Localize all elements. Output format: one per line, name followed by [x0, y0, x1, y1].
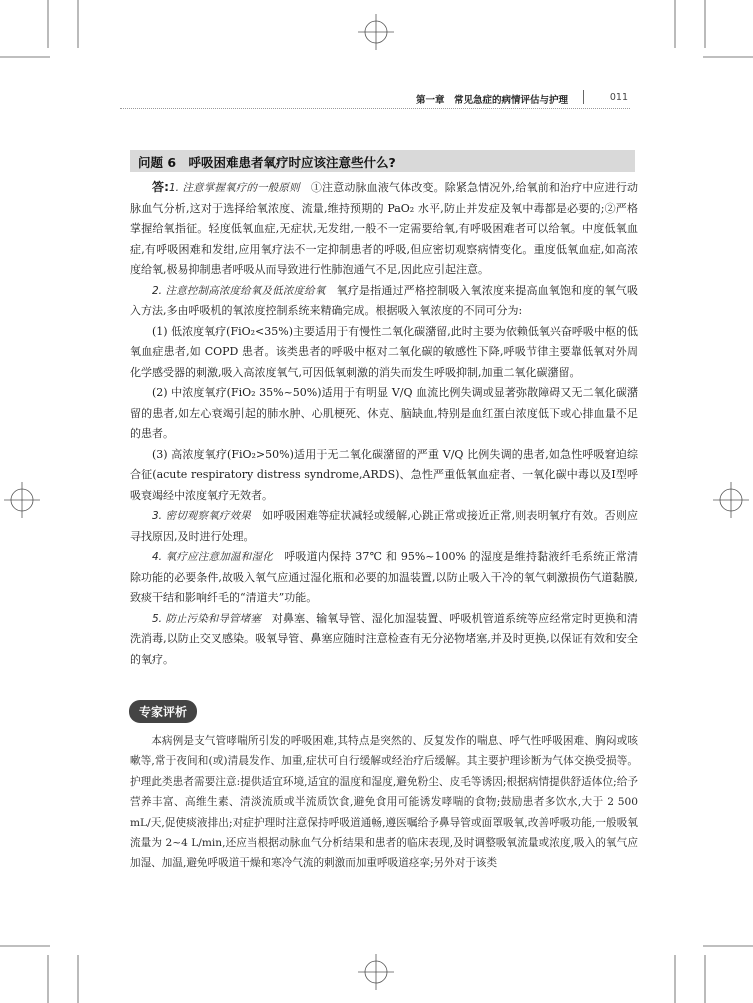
answer-item-2 [130, 281, 638, 322]
item-2-text: 氧疗是指通过严格控制吸入氧浓度来提高血氧饱和度的氧气吸入方法,多由呼吸机的氧浓度控制系统来精确完成。根据吸入氧浓度的不同可分为: [130, 283, 638, 317]
answer-item-2-3: (3) 高浓度氧疗(FiO₂>50%)适用于无二氧化碳潴留的严重 V/Q 比例失调的患者,如急性呼吸窘迫综合征(acute respiratory distress syndrome,ARDS)、急性严重低氧血症者、一氧化碳中毒以及Ⅰ型呼吸衰竭经中浓度氧疗无效者。 [130, 447, 638, 502]
answer-item-4 [130, 547, 638, 609]
answer-item-2-2: (2) 中浓度氧疗(FiO₂ 35%~50%)适用于有明显 V/Q 血流比例失调或显著弥散障碍又无二氧化碳潴留的患者,如左心衰竭引起的肺水肿、心肌梗死、休克、脑缺血,特别是血红蛋白浓度低下或心排血量不足的患者。 [130, 386, 638, 440]
answer-item-5 [130, 609, 638, 671]
page-number: 011 [609, 92, 628, 103]
item-2-heading: 2. 注意控制高浓度给氧及低浓度给氧 [152, 284, 326, 297]
item-4-heading: 4. 氧疗应注意加温和湿化 [152, 551, 273, 563]
item-3-text: 如呼吸困难等症状减轻或缓解,心跳正常或接近正常,则表明氧疗有效。否则应寻找原因,及时进行处理。 [130, 509, 638, 543]
item-3-heading: 3. 密切观察氧疗效果 [152, 510, 251, 522]
chapter-title: 第一章 常见急症的病情评估与护理 [415, 95, 568, 106]
answer-item-3 [130, 506, 638, 547]
item-1-text: ①注意动脉血液气体改变。除紧急情况外,给氧前和治疗中应进行动脉血气分析,这对于选择给氧浓度、流量,维持预期的 PaO₂ 水平,防止并发症及氧中毒都是必要的;②严格掌握给氧指征。轻度低氧血症,无症状,无发绀,一般不一定需要给氧,有呼吸困难者可以给氧。中度低氧血症,有呼吸困难和发绀,应用氧疗法不一定抑制患者的呼吸,但应密切观察病情变化。重度低氧血症,如高浓度给氧,极易抑制患者呼吸从而导致进行性肺泡通气不足,因此应引起注意。 [130, 181, 638, 276]
question-heading-bar [130, 150, 635, 172]
answer-section [130, 177, 638, 670]
running-header [120, 88, 630, 109]
expert-commentary-badge: 专家评析 [129, 700, 197, 723]
item-5-text: 对鼻塞、输氧导管、湿化加湿装置、呼吸机管道系统等应经常定时更换和清洗消毒,以防止交叉感染。吸氧导管、鼻塞应随时注意检查有无分泌物堵塞,并及时更换,以保证有效和安全的氧疗。 [130, 611, 639, 666]
expert-commentary [130, 731, 638, 874]
item-5-heading: 5. 防止污染和导管堵塞 [152, 612, 261, 625]
header-divider [583, 90, 584, 104]
answer-item-1 [130, 177, 638, 281]
answer-lead: 答: [152, 180, 169, 194]
question-title: 问题 6 呼吸困难患者氧疗时应该注意些什么? [138, 155, 396, 170]
commentary-text: 本病例是支气管哮喘所引发的呼吸困难,其特点是突然的、反复发作的喘息、呼气性呼吸困难、胸闷或咳嗽等,常于夜间和(或)清晨发作、加重,症状可自行缓解或经治疗后缓解。其主要护理诊断为气体交换受损等。护理此类患者需要注意:提供适宜环境,适宜的温度和湿度,避免粉尘、皮毛等诱因;根据病情提供舒适体位;给予营养丰富、高维生素、清淡流质或半流质饮食,避免食用可能诱发哮喘的食物;鼓励患者多饮水,大于 2 500 mL/天,促使痰液排出;对症护理时注意保持呼吸道通畅,遵医嘱给予鼻导管或面罩吸氧,改善呼吸功能,一般吸氧流量为 2~4 L/min,还应当根据动脉血气分析结果和患者的临床表现,及时调整吸氧流量或浓度,吸入的氧气应加湿、加温,避免呼吸道干燥和寒冷气流的刺激而加重呼吸道痉挛;另外对于该类 [130, 735, 638, 870]
answer-item-2-1: (1) 低浓度氧疗(FiO₂<35%)主要适用于有慢性二氧化碳潴留,此时主要为依赖低氧兴奋呼吸中枢的低氧血症患者,如 COPD 患者。该类患者的呼吸中枢对二氧化碳的敏感性下降,呼吸节律主要靠低氧对外周化学感受器的刺激,吸入高浓度氧气,可因低氧刺激的消失而发生呼吸抑制,加重二氧化碳潴留。 [130, 324, 638, 379]
item-4-text: 呼吸道内保持 37℃ 和 95%~100% 的湿度是维持黏液纤毛系统正常清除功能的必要条件,故吸入氧气应通过湿化瓶和必要的加温装置,以防止吸入干冷的氧气刺激损伤气道黏膜,致痰干结和影响纤毛的“清道夫”功能。 [130, 550, 638, 604]
item-1-heading: 1. 注意掌握氧疗的一般原则 [168, 182, 300, 194]
